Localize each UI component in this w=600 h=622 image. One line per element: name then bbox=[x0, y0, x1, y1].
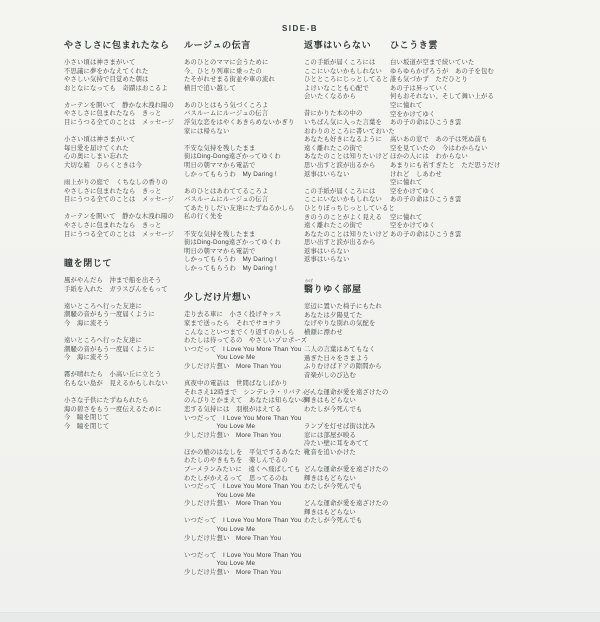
lyric-line: どんな運命が愛を遠ざけたの bbox=[304, 465, 389, 473]
lyric-line: いつだって I Love You More Than You bbox=[184, 345, 302, 353]
lyric-line: ふりむけばドアの隙間から bbox=[304, 363, 382, 371]
stanza bbox=[64, 277, 186, 294]
lyric-line: 思い出すと涙が出るから bbox=[304, 239, 376, 247]
lyric-line: 空をかけてゆく bbox=[390, 110, 436, 118]
lyric-line: 明日の朝ママから電話で bbox=[184, 247, 256, 255]
stanza bbox=[184, 102, 306, 136]
lyric-line: 今 海に流そう bbox=[64, 319, 110, 327]
page-bottom-edge bbox=[0, 612, 600, 622]
lyric-line: この手紙が届くころには bbox=[304, 187, 376, 195]
lyric-line: ここにいないかもしれない bbox=[304, 196, 382, 204]
lyric-line: あの子は昇っていく bbox=[390, 84, 449, 92]
lyric-line: わたしが今死んでも bbox=[304, 406, 363, 413]
lyric-line: You Love Me bbox=[184, 423, 256, 431]
song-title: 瞳を閉じて bbox=[64, 258, 113, 269]
lyric-line: てあたりしだい友達にたずねるかしら bbox=[184, 204, 295, 212]
stanza bbox=[304, 389, 396, 415]
lyric-line: あなたのことは知りたいけど bbox=[304, 153, 389, 161]
lyric-line: 浮気な恋をはやくあきらめないかぎり bbox=[184, 119, 295, 127]
lyric-line: 少しだけ片想い More Than You bbox=[184, 534, 282, 542]
lyric-line: 真夜中の電話は 世間ばなしばかり bbox=[184, 380, 288, 388]
lyric-line: 昔にかりた本の中の bbox=[304, 110, 363, 118]
side-label: SIDE-B bbox=[281, 24, 319, 33]
lyric-line: 大切な箱 ひらくときは今 bbox=[64, 161, 142, 169]
stanza bbox=[304, 59, 396, 102]
lyric-line: ここにいないかもしれない bbox=[304, 67, 382, 75]
lyric-line: この手紙が届くころには bbox=[304, 59, 376, 66]
lyric-line: 少しだけ片想い More Than You bbox=[184, 431, 282, 439]
lyric-line: しかってもらうわ My Daring ! bbox=[184, 170, 277, 178]
lyric-line: ランプを灯せば街は沈み bbox=[304, 423, 376, 431]
stanza bbox=[64, 136, 186, 170]
stanza bbox=[184, 188, 306, 222]
stanza bbox=[64, 179, 186, 205]
lyric-line: 輝きはもどらない bbox=[304, 397, 356, 405]
lyric-line: 今 瞳を閉じて bbox=[64, 422, 110, 430]
lyric-line: 雨上がりの庭で くちなしの香りの bbox=[64, 179, 168, 187]
stanza bbox=[184, 517, 306, 543]
lyric-line: しかってもらうわ My Daring ! bbox=[184, 264, 277, 272]
lyric-line: 輝きはもどらない bbox=[304, 508, 356, 516]
lyric-line: ひとりぼっちじっとしていると bbox=[304, 204, 395, 212]
song-title: やさしさに包まれたなら bbox=[64, 40, 170, 50]
lyric-line: 街はDing-Dong遠ざかってゆくわ bbox=[184, 239, 281, 247]
lyric-line: おとなになっても 奇蹟はおこるよ bbox=[64, 84, 168, 92]
lyric-line: カーテンを開いて 静かな木洩れ陽の bbox=[64, 213, 175, 221]
lyric-line: やさしさに包まれたなら きっと bbox=[64, 187, 162, 195]
lyric-line: よけいなことも心配で bbox=[304, 84, 369, 92]
song-title: ルージュの伝言 bbox=[184, 40, 251, 50]
lyric-line: いつだって I Love You More Than You bbox=[184, 517, 302, 525]
lyric-line: あの子の命はひこうき雲 bbox=[390, 230, 462, 238]
lyric-line: 遠く離れたこの街で bbox=[304, 144, 363, 152]
lyric-line: 少しだけ片想い More Than You bbox=[184, 568, 282, 576]
lyric-line: 街はDing-Dong遠ざかってゆくわ bbox=[184, 153, 281, 161]
lyric-line: 海の碧さをもう一度伝えるために bbox=[64, 405, 162, 413]
lyric-line: 名もない島が 見えるかもしれない bbox=[64, 379, 168, 387]
stanza bbox=[184, 231, 306, 274]
stanza bbox=[64, 337, 186, 363]
lyric-line: やさしさに包まれたなら きっと bbox=[64, 110, 162, 118]
lyric-line: 返事はいらない bbox=[304, 170, 350, 178]
stanza bbox=[184, 380, 314, 440]
stanza bbox=[304, 188, 396, 265]
lyric-line: わたしがかえるって 思ってるのね bbox=[184, 474, 288, 482]
lyric-line: You Love Me bbox=[184, 491, 256, 499]
lyric-line: 遠いところへ行った友達に bbox=[64, 337, 142, 345]
lyric-line: 何もおそれない、そして舞い上がる bbox=[390, 93, 494, 101]
stanza bbox=[390, 214, 562, 240]
lyric-line: わたしは待ってるの やさしいプロポーズ bbox=[184, 337, 308, 345]
stanza bbox=[304, 423, 396, 457]
lyric-line: わたしが今死んでも bbox=[304, 517, 363, 525]
lyric-line: たそがれせまる街並や車の流れ bbox=[184, 76, 275, 84]
lyric-line: けれど しあわせ bbox=[390, 170, 442, 178]
stanza bbox=[64, 303, 186, 329]
stanza bbox=[390, 59, 562, 128]
lyric-line: 音楽がしのび込む bbox=[304, 371, 356, 379]
lyric-line: 会いたくなるから bbox=[304, 93, 356, 101]
stanza bbox=[64, 59, 186, 93]
lyric-line: 家には帰らない bbox=[184, 127, 230, 135]
lyric-line: 小さい頃は神さまがいて bbox=[64, 59, 136, 66]
lyric-line: 毎日愛を届けてくれた bbox=[64, 144, 129, 152]
stanza bbox=[64, 397, 186, 431]
lyric-line: 横顔に漂わせ bbox=[304, 328, 343, 336]
lyric-line: 今、ひとり列車に乗ったの bbox=[184, 67, 262, 75]
lyric-line: あまりにも若すぎたと ただ思うだけ bbox=[390, 162, 501, 170]
lyric-line: ほかの人には わからない bbox=[390, 153, 468, 161]
lyric-line: 明日の朝ママから電話で bbox=[184, 161, 256, 169]
lyrics-column-1 bbox=[64, 40, 186, 440]
lyric-line: 空に憧れて bbox=[390, 213, 423, 221]
lyric-line: 空を見ていたの 今はわからない bbox=[390, 144, 488, 152]
lyric-line: 遠いところへ行った友達に bbox=[64, 302, 142, 310]
lyric-line: You Love Me bbox=[184, 560, 256, 568]
lyric-line: 過ぎた日々をさまよう bbox=[304, 354, 369, 362]
song-title: ひこうき雲 bbox=[390, 40, 439, 50]
lyric-line: 潮騒の音がもう一度届くように bbox=[64, 345, 155, 353]
lyric-line: 不安な気持を残したまま bbox=[184, 144, 256, 152]
lyric-line: あなたのことは知りたいけど bbox=[304, 230, 389, 238]
lyric-line: 風がやんだら 沖まで船を出そう bbox=[64, 277, 162, 285]
stanza bbox=[184, 449, 306, 509]
lyrics-column-3 bbox=[304, 40, 396, 535]
lyric-line: 潮騒の音がもう一度届くように bbox=[64, 311, 155, 319]
lyric-line: 返事はいらない bbox=[304, 256, 350, 264]
lyric-line: こんなこといつまでくり返すのかしら bbox=[184, 328, 295, 336]
lyric-line: 少しだけ片想い More Than You bbox=[184, 363, 282, 371]
stanza bbox=[64, 102, 186, 128]
lyric-line: 今 瞳を閉じて bbox=[64, 414, 110, 422]
stanza bbox=[304, 303, 396, 337]
lyric-line: 二人の言葉はあてもなく bbox=[304, 345, 376, 353]
lyric-line: 目にうつる全てのことは メッセージ bbox=[64, 196, 175, 204]
lyric-line: 家まで送ったら それでサヨナラ bbox=[184, 320, 282, 328]
song-title: 少しだけ片想い bbox=[184, 292, 252, 303]
lyric-line: 空をかけてゆく bbox=[390, 187, 436, 195]
lyric-line: 思い出すと涙が出るから bbox=[304, 162, 376, 170]
stanza bbox=[184, 59, 306, 93]
lyric-line: あのひとはもう気づくころよ bbox=[184, 101, 269, 109]
stanza bbox=[184, 145, 306, 179]
lyric-line: なげやりな別れの気配を bbox=[304, 320, 376, 328]
lyric-line: ほかの娘のはなしを 平気でするあなた bbox=[184, 448, 301, 456]
lyric-line: きのうのことがよく見える bbox=[304, 213, 382, 221]
lyric-line: 高いあの窓で あの子は死ぬ前も bbox=[390, 136, 488, 144]
lyric-line: やさしさに包まれたなら きっと bbox=[64, 221, 162, 229]
lyric-line: バスルームにルージュの伝言 bbox=[184, 110, 269, 118]
furigana: かげ bbox=[305, 278, 313, 284]
lyric-line: 少しだけ片想い More Than You bbox=[184, 500, 282, 508]
song-title: かげ 翳りゆく部屋 bbox=[304, 278, 362, 295]
stanza bbox=[64, 371, 186, 388]
lyric-line: 心の奥にしまい忘れた bbox=[64, 153, 129, 161]
lyric-line: 私の行く先を bbox=[184, 213, 223, 221]
lyric-line: You Love Me bbox=[184, 354, 256, 362]
lyric-line: あの子の命はひこうき雲 bbox=[390, 119, 462, 127]
lyric-line: あのひとのママに会うために bbox=[184, 59, 269, 66]
lyric-line: カーテンを開いて 静かな木洩れ陽の bbox=[64, 101, 175, 109]
lyric-line: ゆらゆらかげろうが あの子を包む bbox=[390, 67, 494, 75]
lyric-line: いちばん気に入った言葉を bbox=[304, 119, 382, 127]
lyric-line: それさえ12時まで シンデレラ・リバティー bbox=[184, 388, 314, 396]
lyric-line: バスルームにルージュの伝言 bbox=[184, 196, 269, 204]
lyric-line: 空をかけてゆく bbox=[390, 222, 436, 230]
lyric-line: いつだって I Love You More Than You bbox=[184, 483, 302, 491]
stanza bbox=[304, 466, 396, 492]
lyric-line: どんな運命が愛を遠ざけたの bbox=[304, 388, 389, 396]
lyric-line: 返事はいらない bbox=[304, 247, 350, 255]
lyric-line: どんな運命が愛を遠ざけたの bbox=[304, 500, 389, 508]
lyric-line: 靴音を追いかけた bbox=[304, 448, 356, 456]
lyric-line: 冷たい壁に耳をあてて bbox=[304, 440, 369, 448]
stanza bbox=[304, 346, 396, 380]
lyric-line: 横目で追い越して bbox=[184, 84, 236, 92]
lyric-line: わたしが今死んでも bbox=[304, 483, 363, 491]
lyric-line: 走り去る車に 小さく投げキッス bbox=[184, 311, 282, 319]
lyric-line: ひとところにじっとしてると bbox=[304, 76, 389, 84]
lyric-line: やさしい気持で目覚めた朝は bbox=[64, 76, 149, 84]
lyric-line: You Love Me bbox=[184, 526, 256, 534]
lyric-line: 不安な気持を残したまま bbox=[184, 230, 256, 238]
lyric-line: いつだって I Love You More Than You bbox=[184, 414, 302, 422]
lyric-line: 誰も気づかず ただひとり bbox=[390, 76, 468, 84]
lyric-line: しかってもらうわ My Daring ! bbox=[184, 256, 277, 264]
lyric-line: おわりのところに書いておいた bbox=[304, 127, 395, 135]
lyric-line: あなたも好きになるように bbox=[304, 136, 382, 144]
lyric-line: 白い坂道が空まで続いていた bbox=[390, 59, 475, 66]
lyric-line: あの子の命はひこうき雲 bbox=[390, 196, 462, 204]
lyric-line: 輝きはもどらない bbox=[304, 474, 356, 482]
stanza bbox=[304, 110, 396, 179]
lyric-line: いつだって I Love You More Than You bbox=[184, 551, 302, 559]
lyric-line: 小さな子供にたずねられたら bbox=[64, 397, 149, 405]
lyric-line: 不思議に夢をかなえてくれた bbox=[64, 67, 149, 75]
lyric-line: 恋する気持には 羽根がはえてる bbox=[184, 405, 282, 413]
stanza bbox=[390, 136, 562, 205]
lyric-line: 空に憧れて bbox=[390, 101, 423, 109]
lyric-line: あのひとはあわててるころよ bbox=[184, 187, 269, 195]
lyrics-column-4 bbox=[390, 40, 562, 248]
lyric-line: 窓辺に置いた椅子にもたれ bbox=[304, 303, 382, 311]
stanza bbox=[184, 552, 306, 578]
lyric-line: 手紙を入れた ガラスびんをもって bbox=[64, 285, 168, 293]
stanza bbox=[184, 311, 306, 371]
lyric-line: 霧が晴れたら 小高い丘に立とう bbox=[64, 371, 162, 379]
lyric-line: のんびりとかまえて あなたは知らないの bbox=[184, 397, 308, 405]
lyric-line: 小さい頃は神さまがいて bbox=[64, 136, 136, 144]
stanza bbox=[304, 500, 396, 526]
lyric-line: 空に憧れて bbox=[390, 179, 423, 187]
lyric-line: 今 海に流そう bbox=[64, 354, 110, 362]
lyric-line: 目にうつる全てのことは メッセージ bbox=[64, 119, 175, 127]
lyric-line: 窓には部屋が映る bbox=[304, 431, 356, 439]
lyric-line: あなたは夕陽見てた bbox=[304, 311, 363, 319]
stanza bbox=[64, 213, 186, 239]
song-title: 返事はいらない bbox=[304, 40, 372, 50]
lyric-line: ブーメランみたいに 遠くへ飛ばしても bbox=[184, 465, 301, 473]
lyric-line: わたしのやきもちを 楽しんでるの bbox=[184, 457, 288, 465]
lyric-line: 遠く離れたこの街で bbox=[304, 222, 363, 230]
lyric-line: 目にうつる全てのことは メッセージ bbox=[64, 230, 175, 238]
